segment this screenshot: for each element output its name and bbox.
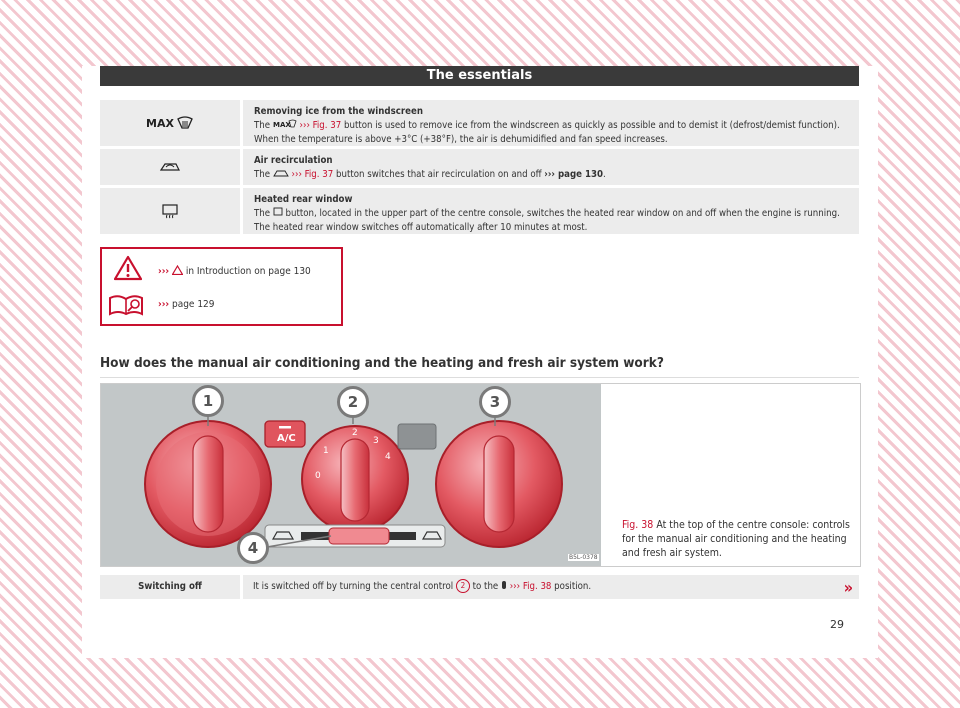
figure-label: Fig. 38: [622, 519, 654, 531]
figure-code: B5L-0378: [569, 554, 598, 561]
row-text-post: button, located in the upper part of the centre console, switches the heated rear window on and off when the engine is running. The heated rear window switches off automatically after 10 minutes at most.: [254, 208, 840, 233]
table-row: [100, 100, 859, 146]
row-text: [243, 575, 591, 599]
fan-mark: 2: [352, 428, 358, 438]
row-text-pre: The: [254, 208, 273, 219]
row-text-pre: The: [254, 169, 273, 180]
row-title: Air recirculation: [254, 155, 333, 166]
row-title: Heated rear window: [254, 194, 353, 205]
ref-text: in Introduction on page 130: [182, 266, 311, 277]
row-text-mid: to the: [472, 581, 501, 592]
air-recirculation-inline-icon: [273, 169, 289, 177]
air-recirculation-icon: [159, 161, 181, 173]
callout-2: 2: [337, 386, 369, 418]
chapter-header: The essentials: [100, 66, 859, 86]
warning-small-icon: [172, 265, 183, 275]
defrost-max-icon: [146, 116, 194, 130]
figure-38: [100, 383, 861, 567]
callout-1: 1: [192, 385, 224, 417]
manual-book-icon: [108, 292, 144, 316]
fan-mark: 0: [315, 471, 321, 481]
essentials-table: [100, 100, 859, 237]
section-title: How does the manual air conditioning and the heating and fresh air system work?: [100, 355, 859, 378]
table-row: [100, 188, 859, 234]
manual-reference[interactable]: [158, 299, 214, 310]
row-text-pre: It is switched off by turning the central control: [253, 581, 456, 592]
off-position-icon: [501, 580, 507, 590]
max-label: MAX: [146, 116, 174, 130]
row-text: [243, 100, 859, 146]
ref-arrow: ›››: [158, 266, 170, 277]
control-2-badge: 2: [456, 579, 470, 593]
ref-text: page 129: [169, 299, 215, 310]
row-title: Removing ice from the windscreen: [254, 106, 423, 117]
row-label: Switching off: [100, 575, 243, 599]
defrost-max-inline-icon: [273, 119, 297, 128]
controls-photo: [101, 384, 601, 566]
heated-rear-window-inline-icon: [273, 207, 283, 216]
warning-reference[interactable]: [158, 265, 311, 277]
table-row: [100, 149, 859, 185]
ac-button-label: A/C: [277, 433, 296, 444]
fig-38-link[interactable]: ››› Fig. 38: [509, 581, 552, 592]
row-text-end: .: [603, 169, 606, 180]
icon-cell: [100, 100, 243, 146]
heated-rear-window-icon: [161, 203, 179, 219]
page-number: 29: [830, 618, 844, 631]
row-text-post: button is used to remove ice from the windscreen as quickly as possible and to demist it (defrost/demist function). When the temperature is above +3°C (+38°F), the air is dehumidified and fan speed increases.: [254, 120, 840, 145]
caption-text: At the top of the centre console: controls for the manual air conditioning and the heating and fresh air system.: [622, 519, 850, 559]
switching-off-row: [100, 575, 859, 599]
svg-text:MAX: MAX: [272, 121, 291, 128]
fan-mark: 1: [323, 446, 329, 456]
callout-4: 4: [237, 532, 269, 564]
fig-37-link[interactable]: ››› Fig. 37: [299, 120, 342, 131]
fan-mark: 4: [385, 452, 391, 462]
ref-arrow: ›››: [158, 299, 170, 310]
fig-37-link[interactable]: ››› Fig. 37: [291, 169, 334, 180]
row-text: [243, 149, 614, 185]
callout-3: 3: [479, 386, 511, 418]
warning-box: [100, 247, 343, 326]
icon-cell: [100, 149, 243, 185]
icon-cell: [100, 188, 243, 234]
continue-icon: »: [843, 578, 853, 597]
row-text-post: position.: [551, 581, 592, 592]
row-text: [243, 188, 859, 234]
row-text-post: button switches that air recirculation on and off: [333, 169, 545, 180]
warning-triangle-icon: [114, 255, 142, 281]
figure-caption: [622, 518, 852, 560]
fan-mark: 3: [373, 436, 379, 446]
page-130-link[interactable]: ››› page 130: [544, 169, 604, 180]
row-text-pre: The: [254, 120, 273, 131]
